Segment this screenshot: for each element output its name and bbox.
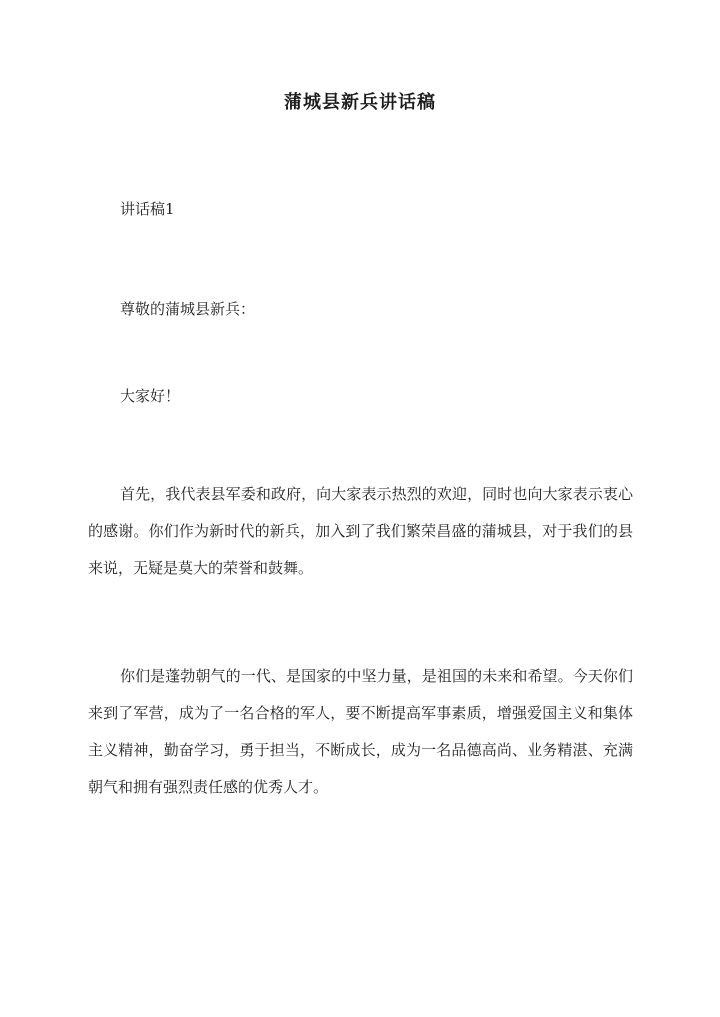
paragraph-heading: 讲话稿1: [120, 200, 175, 218]
paragraph-greeting: 大家好！: [120, 387, 181, 405]
paragraph-encouragement: 你们是蓬勃朝气的一代、是国家的中坚力量，是祖国的未来和希望。今天你们来到了军营，成为了一名合格的军人，要不断提高军事素质，增强爱国主义和集体主义精神，勤奋学习，勇于担当，不断成长，成为一名品德高尚、业务精湛、充满朝气和拥有强烈责任感的优秀人才。: [88, 667, 633, 796]
paragraph-welcome: 首先，我代表县军委和政府，向大家表示热烈的欢迎，同时也向大家表示衷心的感谢。你们作为新时代的新兵，加入到了我们繁荣昌盛的蒲城县，对于我们的县来说，无疑是莫大的荣誉和鼓舞。: [88, 485, 633, 577]
paragraph-salutation: 尊敬的蒲城县新兵：: [120, 300, 256, 318]
document-title: 蒲城县新兵讲话稿: [284, 92, 436, 113]
